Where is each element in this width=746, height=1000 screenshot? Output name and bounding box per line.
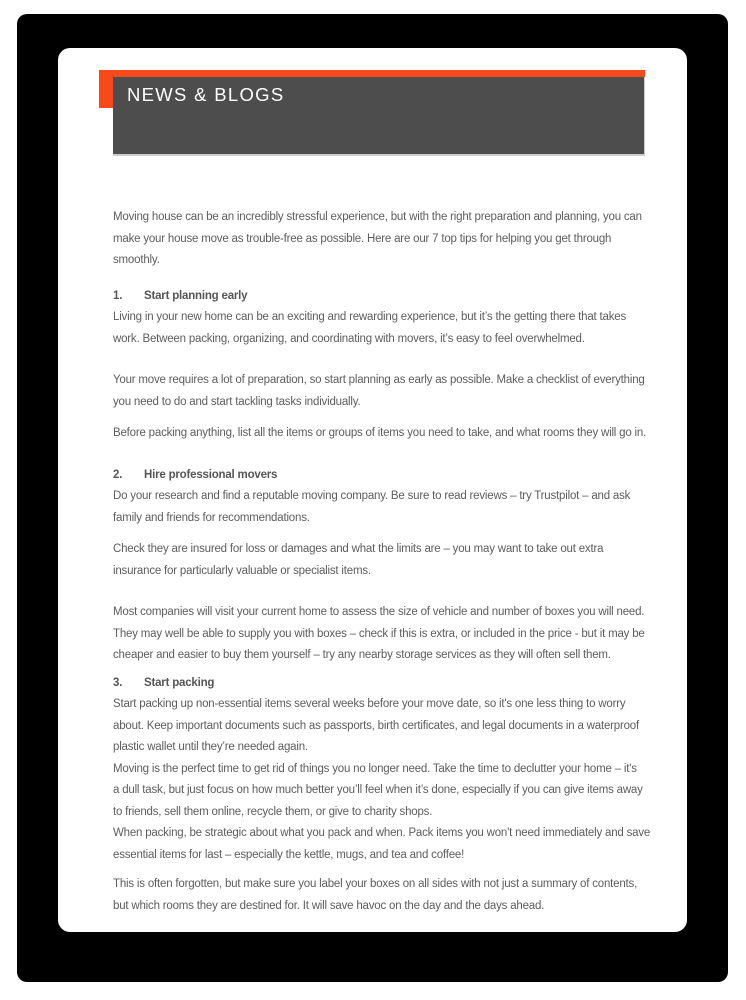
section-heading — [113, 673, 633, 695]
text-line: you need to do and start tackling tasks individually. — [113, 395, 361, 408]
text-line: cheaper and easier to buy them yourself – try any nearby storage services as they will often sell them. — [113, 649, 611, 661]
text-line: When packing, be strategic about what you pack and when. Pack items you won't need immediately and save — [113, 827, 651, 839]
text-line: Your move requires a lot of preparation, so start planning as early as possible. Make a checklist of everything — [113, 374, 645, 386]
text-line: Moving is the perfect time to get rid of things you no longer need. Take the time to declutter your home – it's — [113, 762, 637, 775]
header-title-bar — [113, 77, 645, 156]
paragraph — [113, 539, 633, 582]
section-number: 3. — [113, 676, 123, 689]
text-line: about. Keep important documents such as passports, birth certificates, and legal documents in a waterproof — [113, 719, 639, 732]
text-line: Do your research and find a reputable moving company. Be sure to read reviews – try Trustpilot – and ask — [113, 490, 631, 502]
section-title: Hire professional movers — [144, 468, 278, 481]
text-line: to friends, sell them online, recycle them, or give to charity shops. — [113, 805, 433, 818]
paragraph — [113, 207, 642, 272]
text-line: Most companies will visit your current home to assess the size of vehicle and number of boxes you will need. — [113, 606, 645, 618]
paragraph — [113, 602, 645, 667]
paragraph — [113, 694, 639, 759]
text-line: but which rooms they are destined for. It will save havoc on the day and the days ahead. — [113, 899, 545, 912]
section-number: 1. — [113, 289, 123, 302]
text-line: smoothly. — [113, 254, 160, 266]
text-line: a dull task, but just focus on how much better you’ll feel when it’s done, especially if you can give items away — [113, 784, 643, 796]
text-line: make your house move as trouble-free as possible. Here are our 7 top tips for helping you get through — [113, 232, 612, 245]
text-line: insurance for particularly valuable or specialist items. — [113, 564, 371, 577]
text-line: Before packing anything, list all the items or groups of items you need to take, and what rooms they will go in. — [113, 427, 647, 439]
text-line: essential items for last – especially the kettle, mugs, and tea and coffee! — [113, 848, 465, 861]
paragraph — [113, 823, 651, 866]
text-line: They may well be able to supply you with boxes – check if this is extra, or included in the price - but it may be — [113, 627, 645, 640]
section-heading — [113, 465, 633, 487]
text-line: Living in your new home can be an exciting and rewarding experience, but it’s the getting there that takes — [113, 311, 627, 323]
section-number: 2. — [113, 468, 123, 481]
document-page — [58, 48, 687, 932]
paragraph — [113, 759, 643, 824]
paragraph — [113, 423, 647, 445]
text-line: work. Between packing, organizing, and coordinating with movers, it’s easy to feel overwhelmed. — [113, 332, 585, 345]
paragraph — [113, 486, 633, 529]
text-line: This is often forgotten, but make sure you label your boxes on all sides with not just a summary of contents, — [113, 878, 638, 890]
section-title: Start planning early — [144, 289, 248, 302]
paragraph — [113, 874, 638, 917]
paragraph — [113, 370, 645, 413]
text-line: family and friends for recommendations. — [113, 511, 310, 524]
text-line: Start packing up non-essential items several weeks before your move date, so it's one less thing to worry — [113, 698, 626, 710]
text-line: Moving house can be an incredibly stressful experience, but with the right preparation and planning, you can — [113, 211, 642, 223]
text-line: plastic wallet until they’re needed again. — [113, 741, 308, 753]
section-heading — [113, 286, 633, 308]
page-title: NEWS & BLOGS — [127, 84, 285, 105]
article-body — [113, 207, 651, 917]
text-line: Check they are insured for loss or damages and what the limits are – you may want to take out extra — [113, 543, 604, 555]
section-title: Start packing — [144, 676, 215, 689]
paragraph — [113, 307, 633, 350]
